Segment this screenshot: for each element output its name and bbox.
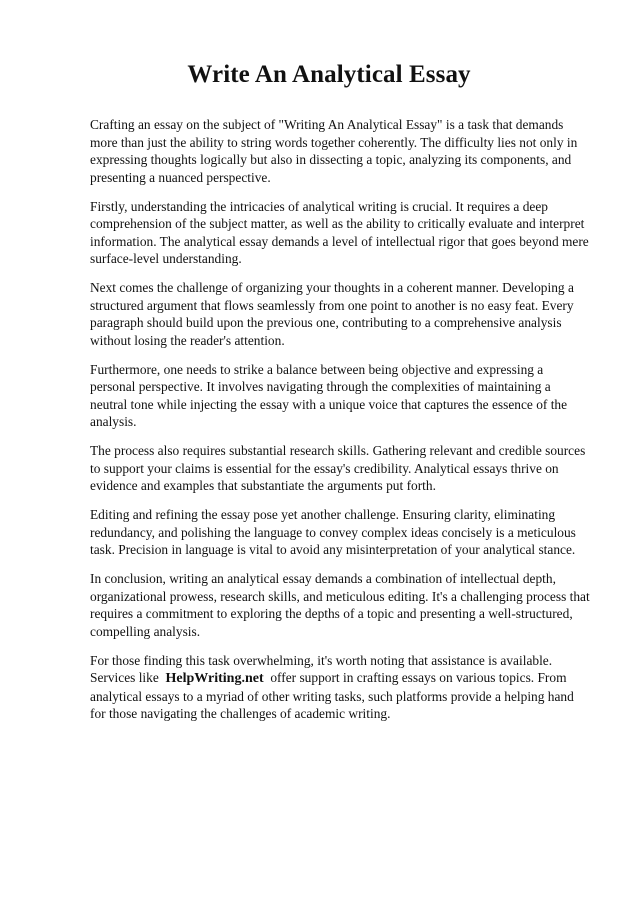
assistance-text-after: offer support in crafting essays on various topics. From analytical essays to a myriad of other writing tasks, such platforms provide a helping hand for those navigating the challenges of academic writing. (90, 670, 574, 721)
paragraph-conclusion: In conclusion, writing an analytical essay demands a combination of intellectual depth, organizational prowess, research skills, and meticulous editing. It's a challenging process that requires a commitment to exploring the depths of a topic and presenting a well-structured, compelling analysis. (90, 571, 590, 639)
paragraph-balance: Furthermore, one needs to strike a balance between being objective and expressing a personal perspective. It involves navigating through the complexities of maintaining a neutral tone while injecting the essay with a unique voice that captures the essence of the analysis. (90, 361, 568, 429)
paragraph-intro: Crafting an essay on the subject of "Writing An Analytical Essay" is a task that demands more than just the ability to string words together coherently. The difficulty lies not only in expressing thoughts logically but also in dissecting a topic, analyzing its components, and presenting a nuanced perspective. (90, 117, 578, 185)
paragraph-organizing: Next comes the challenge of organizing your thoughts in a coherent manner. Developing a structured argument that flows seamlessly from one point to another is no easy feat. Every paragraph should build upon the previous one, contributing to a comprehensive analysis without losing the reader's attention. (90, 280, 574, 348)
paragraph-editing: Editing and refining the essay pose yet another challenge. Ensuring clarity, eliminating redundancy, and polishing the language to convey complex ideas concisely is a meticulous task. Precision in language is vital to avoid any misinterpretation of your analytical stance. (90, 507, 576, 557)
paragraph-research: The process also requires substantial research skills. Gathering relevant and credible sources to support your claims is essential for the essay's credibility. Analytical essays thrive on evidence and examples that substantiate the arguments put forth. (90, 443, 586, 493)
page-title: Write An Analytical Essay (187, 61, 471, 88)
paragraph-assistance (90, 652, 590, 723)
paragraph-understanding: Firstly, understanding the intricacies of analytical writing is crucial. It requires a deep comprehension of the subject matter, as well as the ability to critically evaluate and interpret information. The analytical essay demands a level of intellectual rigor that goes beyond mere surface-level understanding. (90, 198, 589, 266)
assistance-text-before: For those finding this task overwhelming, it's worth noting that assistance is available. Services like (90, 652, 553, 685)
helpwriting-link[interactable]: HelpWriting.net (165, 671, 264, 686)
